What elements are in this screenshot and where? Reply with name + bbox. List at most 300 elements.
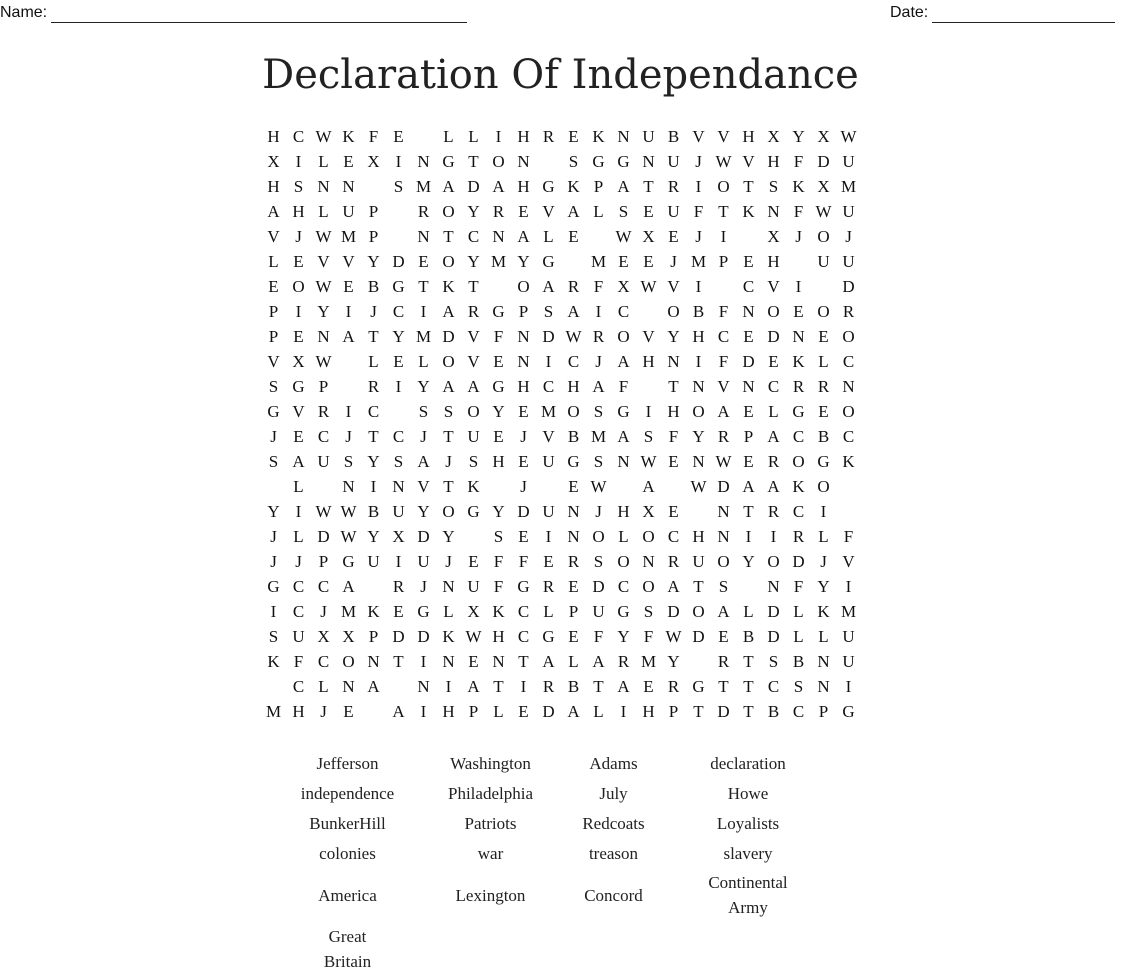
grid-cell[interactable]: I xyxy=(495,127,502,146)
grid-cell[interactable]: X xyxy=(767,127,780,146)
grid-cell[interactable]: I xyxy=(770,527,777,546)
grid-cell[interactable]: V xyxy=(842,552,855,571)
grid-cell[interactable]: R xyxy=(367,377,380,396)
grid-cell[interactable]: K xyxy=(467,477,480,496)
grid-cell[interactable]: W xyxy=(640,452,657,471)
grid-cell[interactable]: I xyxy=(445,677,452,696)
grid-cell[interactable]: I xyxy=(420,652,427,671)
grid-cell[interactable]: H xyxy=(617,502,630,521)
grid-cell[interactable]: K xyxy=(792,477,805,496)
grid-cell[interactable]: R xyxy=(567,552,580,571)
grid-cell[interactable]: A xyxy=(367,677,380,696)
grid-cell[interactable]: D xyxy=(392,627,405,646)
grid-cell[interactable]: A xyxy=(742,477,755,496)
grid-cell[interactable]: G xyxy=(492,302,505,321)
grid-cell[interactable]: D xyxy=(692,627,705,646)
grid-cell[interactable]: O xyxy=(692,602,705,621)
grid-cell[interactable]: M xyxy=(415,177,432,196)
grid-cell[interactable] xyxy=(486,274,511,299)
grid-cell[interactable]: N xyxy=(717,502,730,521)
grid-cell[interactable]: V xyxy=(292,402,305,421)
grid-cell[interactable]: W xyxy=(640,277,657,296)
grid-cell[interactable]: O xyxy=(617,327,630,346)
grid-cell[interactable]: H xyxy=(767,252,780,271)
grid-cell[interactable]: W xyxy=(615,227,632,246)
grid-cell[interactable]: S xyxy=(718,577,729,596)
grid-cell[interactable]: I xyxy=(695,352,702,371)
grid-cell[interactable] xyxy=(336,349,361,374)
grid-cell[interactable]: Y xyxy=(817,577,830,596)
grid-cell[interactable]: W xyxy=(315,127,332,146)
grid-cell[interactable]: S xyxy=(593,552,604,571)
grid-cell[interactable]: R xyxy=(542,127,555,146)
grid-cell[interactable]: T xyxy=(743,177,754,196)
grid-cell[interactable]: D xyxy=(842,277,855,296)
grid-cell[interactable]: S xyxy=(643,602,654,621)
grid-cell[interactable]: O xyxy=(442,352,455,371)
grid-cell[interactable]: D xyxy=(467,177,480,196)
grid-cell[interactable]: Y xyxy=(467,202,480,221)
grid-cell[interactable]: L xyxy=(368,352,379,371)
grid-cell[interactable]: Y xyxy=(792,127,805,146)
grid-cell[interactable]: F xyxy=(293,652,304,671)
grid-cell[interactable]: O xyxy=(842,402,855,421)
grid-cell[interactable]: I xyxy=(520,677,527,696)
grid-cell[interactable]: S xyxy=(768,652,779,671)
grid-cell[interactable]: K xyxy=(817,602,830,621)
grid-cell[interactable]: N xyxy=(342,477,355,496)
grid-cell[interactable] xyxy=(536,149,561,174)
grid-cell[interactable]: R xyxy=(792,377,805,396)
grid-cell[interactable]: M xyxy=(340,227,357,246)
grid-cell[interactable]: F xyxy=(643,627,654,646)
grid-cell[interactable]: I xyxy=(745,527,752,546)
grid-cell[interactable]: X xyxy=(367,152,380,171)
grid-cell[interactable]: O xyxy=(792,452,805,471)
grid-cell[interactable]: U xyxy=(592,602,605,621)
grid-cell[interactable]: C xyxy=(617,302,630,321)
grid-cell[interactable]: D xyxy=(592,577,605,596)
grid-cell[interactable]: N xyxy=(492,652,505,671)
grid-cell[interactable] xyxy=(811,274,836,299)
grid-cell[interactable]: U xyxy=(842,152,855,171)
grid-cell[interactable]: E xyxy=(293,252,304,271)
grid-cell[interactable]: L xyxy=(743,602,754,621)
grid-cell[interactable]: U xyxy=(367,552,380,571)
grid-cell[interactable]: C xyxy=(792,502,805,521)
grid-cell[interactable]: A xyxy=(767,427,780,446)
grid-cell[interactable]: K xyxy=(342,127,355,146)
grid-cell[interactable]: E xyxy=(793,302,804,321)
grid-cell[interactable]: T xyxy=(443,427,454,446)
grid-cell[interactable]: D xyxy=(317,527,330,546)
grid-cell[interactable]: R xyxy=(617,652,630,671)
grid-cell[interactable]: O xyxy=(667,302,680,321)
grid-cell[interactable]: A xyxy=(417,452,430,471)
grid-cell[interactable]: W xyxy=(840,127,857,146)
grid-cell[interactable]: S xyxy=(393,177,404,196)
grid-cell[interactable]: I xyxy=(395,377,402,396)
grid-cell[interactable]: Y xyxy=(492,402,505,421)
grid-cell[interactable]: K xyxy=(442,627,455,646)
grid-cell[interactable]: B xyxy=(742,627,755,646)
grid-cell[interactable]: M xyxy=(540,402,557,421)
grid-cell[interactable]: O xyxy=(492,152,505,171)
grid-cell[interactable]: R xyxy=(842,302,855,321)
grid-cell[interactable]: A xyxy=(642,477,655,496)
grid-cell[interactable]: R xyxy=(542,677,555,696)
grid-cell[interactable]: L xyxy=(618,527,629,546)
grid-cell[interactable]: E xyxy=(393,602,404,621)
grid-cell[interactable]: P xyxy=(718,252,729,271)
grid-cell[interactable] xyxy=(386,224,411,249)
grid-cell[interactable]: F xyxy=(593,627,604,646)
grid-cell[interactable]: L xyxy=(318,202,329,221)
grid-cell[interactable]: C xyxy=(392,427,405,446)
grid-cell[interactable]: M xyxy=(640,652,657,671)
grid-cell[interactable]: O xyxy=(442,502,455,521)
grid-cell[interactable]: G xyxy=(542,177,555,196)
grid-cell[interactable]: S xyxy=(618,202,629,221)
grid-cell[interactable]: C xyxy=(667,527,680,546)
grid-cell[interactable]: T xyxy=(368,327,379,346)
grid-cell[interactable] xyxy=(636,374,661,399)
grid-cell[interactable]: V xyxy=(767,277,780,296)
grid-cell[interactable]: E xyxy=(618,252,629,271)
grid-cell[interactable]: R xyxy=(392,577,405,596)
grid-cell[interactable]: E xyxy=(818,327,829,346)
grid-cell[interactable]: U xyxy=(642,127,655,146)
grid-cell[interactable]: E xyxy=(568,627,579,646)
grid-cell[interactable] xyxy=(361,699,386,724)
grid-cell[interactable]: R xyxy=(767,452,780,471)
grid-cell[interactable]: J xyxy=(595,352,602,371)
grid-cell[interactable]: N xyxy=(817,652,830,671)
grid-cell[interactable]: E xyxy=(743,452,754,471)
grid-cell[interactable]: T xyxy=(743,702,754,721)
grid-cell[interactable]: W xyxy=(315,227,332,246)
grid-cell[interactable]: K xyxy=(367,602,380,621)
grid-cell[interactable]: J xyxy=(520,477,527,496)
grid-cell[interactable]: A xyxy=(617,177,630,196)
grid-cell[interactable]: P xyxy=(468,702,479,721)
grid-cell[interactable]: V xyxy=(417,477,430,496)
grid-cell[interactable]: N xyxy=(717,527,730,546)
grid-cell[interactable]: Y xyxy=(417,502,430,521)
grid-cell[interactable]: E xyxy=(743,252,754,271)
grid-cell[interactable]: H xyxy=(292,202,305,221)
grid-cell[interactable]: C xyxy=(842,352,855,371)
grid-cell[interactable]: X xyxy=(292,352,305,371)
grid-cell[interactable]: N xyxy=(692,452,705,471)
grid-cell[interactable]: C xyxy=(767,377,780,396)
grid-cell[interactable]: W xyxy=(590,477,607,496)
grid-cell[interactable]: C xyxy=(842,427,855,446)
grid-cell[interactable]: E xyxy=(818,402,829,421)
grid-cell[interactable]: S xyxy=(593,452,604,471)
grid-cell[interactable]: E xyxy=(393,352,404,371)
grid-cell[interactable]: G xyxy=(617,402,630,421)
grid-cell[interactable]: Y xyxy=(267,502,280,521)
grid-cell[interactable]: N xyxy=(342,177,355,196)
grid-cell[interactable]: N xyxy=(667,352,680,371)
grid-cell[interactable]: J xyxy=(270,527,277,546)
grid-cell[interactable]: K xyxy=(842,452,855,471)
grid-cell[interactable]: Y xyxy=(492,502,505,521)
grid-cell[interactable]: A xyxy=(567,202,580,221)
grid-cell[interactable]: M xyxy=(690,252,707,271)
grid-cell[interactable]: L xyxy=(468,127,479,146)
grid-cell[interactable]: P xyxy=(368,202,379,221)
grid-cell[interactable]: M xyxy=(590,252,607,271)
grid-cell[interactable]: E xyxy=(568,577,579,596)
grid-cell[interactable] xyxy=(386,674,411,699)
grid-cell[interactable]: H xyxy=(492,452,505,471)
grid-cell[interactable]: T xyxy=(493,677,504,696)
grid-cell[interactable]: H xyxy=(517,377,530,396)
grid-cell[interactable]: N xyxy=(367,652,380,671)
grid-cell[interactable]: X xyxy=(342,627,355,646)
grid-cell[interactable]: P xyxy=(318,377,329,396)
grid-cell[interactable]: B xyxy=(367,502,380,521)
grid-cell[interactable]: S xyxy=(268,452,279,471)
grid-cell[interactable]: L xyxy=(818,527,829,546)
grid-cell[interactable]: N xyxy=(417,152,430,171)
grid-cell[interactable]: I xyxy=(295,152,302,171)
grid-cell[interactable]: P xyxy=(518,302,529,321)
grid-cell[interactable]: D xyxy=(392,252,405,271)
grid-cell[interactable]: E xyxy=(518,452,529,471)
grid-cell[interactable]: O xyxy=(767,552,780,571)
grid-cell[interactable]: G xyxy=(517,577,530,596)
grid-cell[interactable]: A xyxy=(342,577,355,596)
grid-cell[interactable]: C xyxy=(742,277,755,296)
grid-cell[interactable]: F xyxy=(518,552,529,571)
grid-cell[interactable]: E xyxy=(643,677,654,696)
grid-cell[interactable]: D xyxy=(667,602,680,621)
grid-cell[interactable]: A xyxy=(492,177,505,196)
grid-cell[interactable]: E xyxy=(743,402,754,421)
grid-cell[interactable]: V xyxy=(692,127,705,146)
grid-cell[interactable]: A xyxy=(342,327,355,346)
grid-cell[interactable]: G xyxy=(842,702,855,721)
grid-cell[interactable]: L xyxy=(568,652,579,671)
grid-cell[interactable]: O xyxy=(842,327,855,346)
grid-cell[interactable]: H xyxy=(642,702,655,721)
grid-cell[interactable]: E xyxy=(293,427,304,446)
grid-cell[interactable]: T xyxy=(668,377,679,396)
grid-cell[interactable]: A xyxy=(267,202,280,221)
grid-cell[interactable]: E xyxy=(468,552,479,571)
grid-cell[interactable]: J xyxy=(520,427,527,446)
grid-cell[interactable]: L xyxy=(818,352,829,371)
grid-cell[interactable]: A xyxy=(567,702,580,721)
grid-cell[interactable]: I xyxy=(645,402,652,421)
grid-cell[interactable]: E xyxy=(668,502,679,521)
grid-cell[interactable]: N xyxy=(342,677,355,696)
grid-cell[interactable]: C xyxy=(392,302,405,321)
grid-cell[interactable] xyxy=(561,249,586,274)
grid-cell[interactable]: S xyxy=(443,402,454,421)
grid-cell[interactable]: J xyxy=(445,552,452,571)
grid-cell[interactable]: N xyxy=(567,527,580,546)
grid-cell[interactable]: N xyxy=(817,677,830,696)
grid-cell[interactable]: A xyxy=(467,377,480,396)
grid-cell[interactable]: I xyxy=(820,502,827,521)
grid-cell[interactable]: I xyxy=(345,402,352,421)
grid-cell[interactable]: P xyxy=(368,227,379,246)
grid-cell[interactable]: T xyxy=(593,677,604,696)
grid-cell[interactable] xyxy=(711,274,736,299)
grid-cell[interactable]: F xyxy=(593,277,604,296)
grid-cell[interactable]: S xyxy=(468,452,479,471)
grid-cell[interactable]: O xyxy=(817,302,830,321)
grid-cell[interactable]: U xyxy=(842,252,855,271)
grid-cell[interactable]: O xyxy=(817,477,830,496)
grid-cell[interactable]: U xyxy=(542,452,555,471)
grid-cell[interactable]: L xyxy=(268,252,279,271)
grid-cell[interactable]: O xyxy=(567,402,580,421)
grid-cell[interactable]: P xyxy=(593,177,604,196)
grid-cell[interactable]: E xyxy=(493,427,504,446)
grid-cell[interactable]: A xyxy=(767,477,780,496)
grid-cell[interactable]: U xyxy=(417,552,430,571)
grid-cell[interactable]: Y xyxy=(517,252,530,271)
grid-cell[interactable]: F xyxy=(493,577,504,596)
grid-cell[interactable]: C xyxy=(292,127,305,146)
grid-cell[interactable]: U xyxy=(842,652,855,671)
grid-cell[interactable]: S xyxy=(793,677,804,696)
grid-cell[interactable]: J xyxy=(320,702,327,721)
grid-cell[interactable] xyxy=(261,474,286,499)
grid-cell[interactable]: M xyxy=(415,327,432,346)
grid-cell[interactable]: V xyxy=(467,352,480,371)
grid-cell[interactable]: L xyxy=(443,602,454,621)
grid-cell[interactable]: N xyxy=(792,327,805,346)
grid-cell[interactable]: W xyxy=(690,477,707,496)
grid-cell[interactable]: P xyxy=(268,302,279,321)
grid-cell[interactable]: C xyxy=(792,427,805,446)
grid-cell[interactable] xyxy=(611,474,636,499)
grid-cell[interactable]: B xyxy=(667,127,680,146)
grid-cell[interactable]: E xyxy=(293,327,304,346)
grid-cell[interactable]: L xyxy=(293,477,304,496)
grid-cell[interactable]: O xyxy=(592,527,605,546)
grid-cell[interactable]: C xyxy=(717,327,730,346)
grid-cell[interactable]: V xyxy=(542,427,555,446)
grid-cell[interactable]: N xyxy=(492,227,505,246)
grid-cell[interactable]: X xyxy=(267,152,280,171)
grid-cell[interactable]: S xyxy=(543,302,554,321)
grid-cell[interactable]: T xyxy=(743,502,754,521)
grid-cell[interactable]: S xyxy=(268,377,279,396)
grid-cell[interactable]: E xyxy=(568,127,579,146)
grid-cell[interactable]: Y xyxy=(667,652,680,671)
grid-cell[interactable]: G xyxy=(392,277,405,296)
grid-cell[interactable]: X xyxy=(392,527,405,546)
grid-cell[interactable]: R xyxy=(667,552,680,571)
grid-cell[interactable]: T xyxy=(693,702,704,721)
grid-cell[interactable]: S xyxy=(268,627,279,646)
grid-cell[interactable]: U xyxy=(292,627,305,646)
grid-cell[interactable]: R xyxy=(817,377,830,396)
grid-cell[interactable]: T xyxy=(468,152,479,171)
grid-cell[interactable]: J xyxy=(270,552,277,571)
grid-cell[interactable]: U xyxy=(467,577,480,596)
grid-cell[interactable]: Y xyxy=(367,452,380,471)
grid-cell[interactable]: E xyxy=(518,527,529,546)
grid-cell[interactable]: G xyxy=(342,552,355,571)
grid-cell[interactable]: H xyxy=(692,327,705,346)
grid-cell[interactable]: S xyxy=(643,427,654,446)
grid-cell[interactable]: E xyxy=(518,702,529,721)
grid-cell[interactable]: C xyxy=(767,677,780,696)
grid-cell[interactable]: E xyxy=(743,327,754,346)
grid-cell[interactable]: N xyxy=(742,302,755,321)
grid-cell[interactable]: F xyxy=(693,202,704,221)
grid-cell[interactable]: Y xyxy=(317,302,330,321)
grid-cell[interactable] xyxy=(586,224,611,249)
grid-cell[interactable]: Y xyxy=(367,527,380,546)
grid-cell[interactable]: G xyxy=(467,502,480,521)
grid-cell[interactable] xyxy=(461,524,486,549)
grid-cell[interactable]: T xyxy=(368,427,379,446)
grid-cell[interactable]: J xyxy=(820,552,827,571)
grid-cell[interactable]: W xyxy=(315,352,332,371)
grid-cell[interactable]: S xyxy=(593,402,604,421)
grid-cell[interactable]: I xyxy=(695,177,702,196)
grid-cell[interactable]: I xyxy=(795,277,802,296)
grid-cell[interactable]: E xyxy=(718,627,729,646)
grid-cell[interactable]: O xyxy=(642,527,655,546)
grid-cell[interactable]: J xyxy=(845,227,852,246)
grid-cell[interactable]: F xyxy=(618,377,629,396)
grid-cell[interactable]: C xyxy=(517,627,530,646)
grid-cell[interactable]: X xyxy=(467,602,480,621)
grid-cell[interactable]: V xyxy=(717,127,730,146)
grid-cell[interactable]: C xyxy=(292,577,305,596)
grid-cell[interactable]: B xyxy=(567,427,580,446)
grid-cell[interactable]: I xyxy=(345,302,352,321)
grid-cell[interactable]: L xyxy=(293,527,304,546)
grid-cell[interactable]: S xyxy=(418,402,429,421)
grid-cell[interactable]: N xyxy=(767,577,780,596)
grid-cell[interactable]: L xyxy=(318,152,329,171)
grid-cell[interactable]: A xyxy=(617,352,630,371)
grid-cell[interactable]: I xyxy=(395,552,402,571)
grid-cell[interactable]: G xyxy=(617,152,630,171)
grid-cell[interactable] xyxy=(736,224,761,249)
grid-cell[interactable]: C xyxy=(317,577,330,596)
grid-cell[interactable]: E xyxy=(343,152,354,171)
grid-cell[interactable]: R xyxy=(592,327,605,346)
grid-cell[interactable]: J xyxy=(695,152,702,171)
grid-cell[interactable]: W xyxy=(715,452,732,471)
grid-cell[interactable]: C xyxy=(567,352,580,371)
grid-cell[interactable]: K xyxy=(592,127,605,146)
grid-cell[interactable]: U xyxy=(692,552,705,571)
grid-cell[interactable]: L xyxy=(443,127,454,146)
grid-cell[interactable]: C xyxy=(317,652,330,671)
grid-cell[interactable]: B xyxy=(767,702,780,721)
grid-cell[interactable]: A xyxy=(667,577,680,596)
grid-cell[interactable]: A xyxy=(617,427,630,446)
grid-cell[interactable]: T xyxy=(418,277,429,296)
grid-cell[interactable]: K xyxy=(492,602,505,621)
grid-cell[interactable]: D xyxy=(767,627,780,646)
grid-cell[interactable]: C xyxy=(292,677,305,696)
grid-cell[interactable]: D xyxy=(742,352,755,371)
